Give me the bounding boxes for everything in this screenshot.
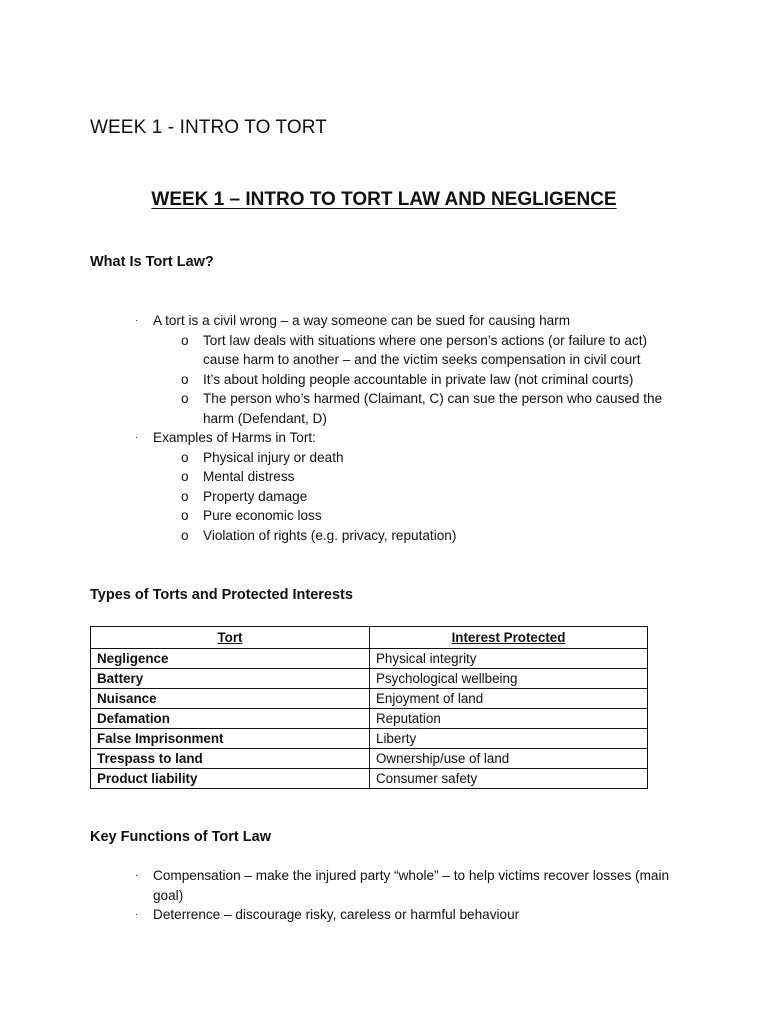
table-row	[91, 749, 648, 769]
sub-list-item-text: Property damage	[203, 488, 308, 504]
sub-list-item	[0, 389, 768, 428]
bullet-dot-icon: ·	[135, 909, 139, 920]
bullet-dot-icon: ·	[135, 432, 139, 443]
table-cell-interest: Enjoyment of land	[370, 689, 648, 709]
bullet-circle-icon: o	[181, 391, 189, 406]
list-item	[0, 311, 768, 331]
table-row	[91, 769, 648, 789]
table-row	[91, 689, 648, 709]
list-item-text: A tort is a civil wrong – a way someone can be sued for causing harm	[153, 313, 571, 328]
sub-list-item	[0, 506, 768, 526]
bullet-circle-icon: o	[181, 508, 189, 523]
table-cell-tort: Negligence	[91, 649, 370, 669]
table-cell-tort: Nuisance	[91, 689, 370, 709]
sub-list-item-text: Physical injury or death	[203, 449, 344, 465]
list-item-text: Compensation – make the injured party “whole” – to help victims recover losses (main goal)	[153, 868, 670, 903]
section-heading-what-is-tort: What Is Tort Law?	[90, 254, 214, 270]
bullet-circle-icon: o	[181, 488, 189, 504]
table-row	[91, 709, 648, 729]
what-is-tort-list	[0, 311, 768, 545]
page-title: WEEK 1 – INTRO TO TORT LAW AND NEGLIGENCE	[151, 189, 617, 210]
bullet-circle-icon: o	[181, 332, 189, 348]
bullet-circle-icon: o	[181, 449, 189, 465]
sub-list-item	[0, 370, 768, 390]
sub-list-item-text: Mental distress	[203, 469, 295, 484]
sub-list-item-text: The person who’s harmed (Claimant, C) can sue the person who caused the harm (Defendant, D)	[203, 391, 663, 426]
sub-list-item-text: It’s about holding people accountable in private law (not criminal courts)	[203, 371, 634, 387]
table-row	[91, 649, 648, 669]
table-cell-tort: False Imprisonment	[91, 729, 370, 749]
sub-list-item-text: Violation of rights (e.g. privacy, reputation)	[203, 527, 457, 543]
section-heading-key-functions: Key Functions of Tort Law	[90, 829, 271, 845]
sub-list-item	[0, 448, 768, 468]
table-row	[91, 669, 648, 689]
table-cell-interest: Consumer safety	[370, 769, 648, 789]
bullet-dot-icon: ·	[135, 315, 139, 326]
list-item	[0, 428, 768, 448]
bullet-circle-icon: o	[181, 527, 189, 543]
sub-list-item	[0, 526, 768, 546]
torts-table	[90, 626, 648, 789]
table-row	[91, 729, 648, 749]
table-cell-interest: Physical integrity	[370, 649, 648, 669]
table-cell-tort: Defamation	[91, 709, 370, 729]
table-cell-interest: Psychological wellbeing	[370, 669, 648, 689]
list-item-text: Examples of Harms in Tort:	[153, 430, 316, 445]
section-heading-types-of-torts: Types of Torts and Protected Interests	[90, 587, 353, 603]
sub-list-item-text: Pure economic loss	[203, 508, 322, 523]
sub-list-item-text: Tort law deals with situations where one person’s actions (or failure to act) cause harm to another – and the victim seeks compensation in civil court	[203, 332, 648, 367]
table-cell-tort: Trespass to land	[91, 749, 370, 769]
list-item-text: Deterrence – discourage risky, careless or harmful behaviour	[153, 907, 520, 922]
table-header-interest: Interest Protected	[370, 627, 648, 649]
table-cell-interest: Reputation	[370, 709, 648, 729]
table-cell-interest: Liberty	[370, 729, 648, 749]
table-cell-interest: Ownership/use of land	[370, 749, 648, 769]
bullet-dot-icon: ·	[135, 870, 139, 881]
sub-list-item	[0, 467, 768, 487]
sub-list-item	[0, 487, 768, 507]
table-header-row	[91, 627, 648, 649]
key-functions-list	[0, 866, 768, 925]
document-header-title: WEEK 1 - INTRO TO TORT	[90, 117, 327, 138]
bullet-circle-icon: o	[181, 371, 189, 387]
bullet-circle-icon: o	[181, 469, 189, 484]
table-cell-tort: Battery	[91, 669, 370, 689]
sub-list-item	[0, 331, 768, 370]
list-item	[0, 905, 768, 925]
table-cell-tort: Product liability	[91, 769, 370, 789]
list-item	[0, 866, 768, 905]
table-header-tort: Tort	[91, 627, 370, 649]
